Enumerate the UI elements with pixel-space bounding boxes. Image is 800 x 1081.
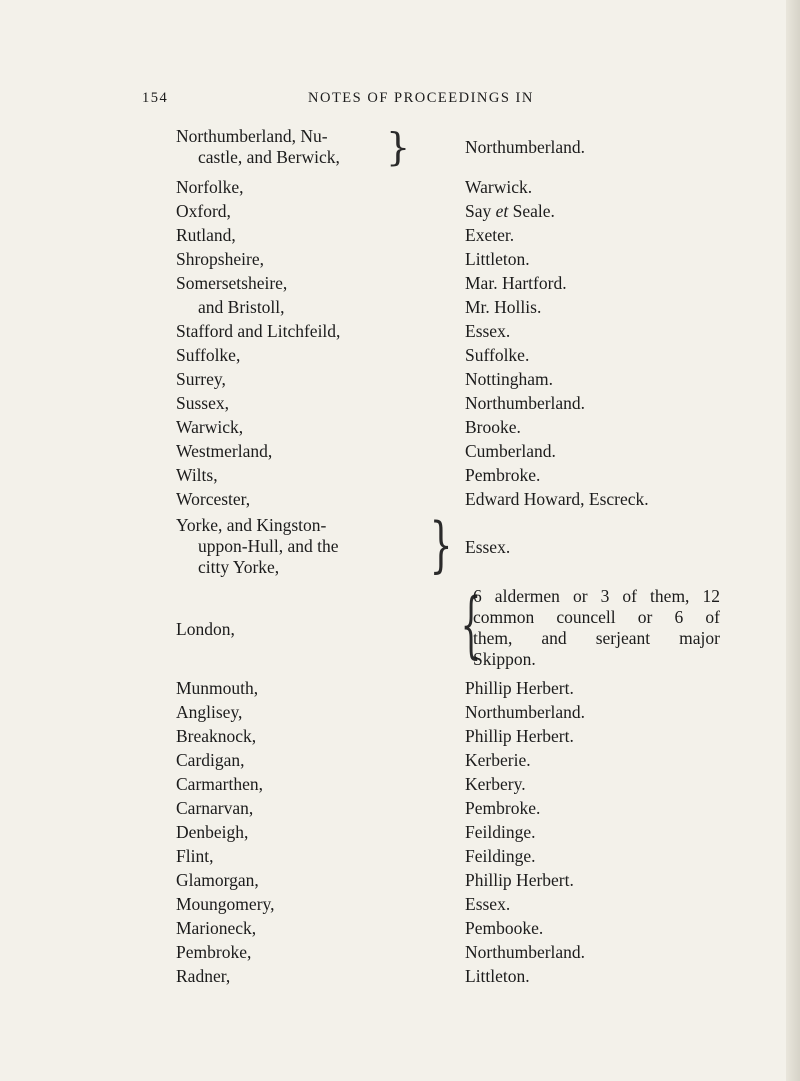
assigned-name: Nottingham. <box>465 369 553 389</box>
assigned-name: Northumberland. <box>465 702 586 722</box>
assigned-name: Cumberland. <box>465 441 556 461</box>
brace-icon: { <box>460 582 482 666</box>
assigned-name: Phillip Herbert. <box>465 726 574 746</box>
entry-row <box>0 393 800 417</box>
assigned-name: Northumberland. <box>465 393 586 413</box>
assigned-name: Northumberland. <box>465 137 586 157</box>
entry-row <box>0 870 800 894</box>
entry-row <box>0 726 800 750</box>
county-name: Suffolke, <box>176 345 241 365</box>
entry-row <box>0 297 800 321</box>
assigned-name: Say et Seale. <box>465 201 555 221</box>
assigned-name: Northumberland. <box>465 942 586 962</box>
entry-row <box>0 942 800 966</box>
county-name: Munmouth, <box>176 678 259 698</box>
county-name: Shropsheire, <box>176 249 264 269</box>
assigned-name: 6 aldermen or 3 of them, 12 common councell or 6 of them, and serjeant major Skippon. <box>473 586 720 669</box>
county-name: Northumberland, Nu- castle, and Berwick, <box>176 126 340 167</box>
assigned-name: Kerberie. <box>465 750 531 770</box>
entry-row <box>0 678 800 702</box>
entry-yorke <box>0 510 800 584</box>
entry-row <box>0 798 800 822</box>
county-name: Moungomery, <box>176 894 275 914</box>
county-name: Carmarthen, <box>176 774 263 794</box>
entry-row <box>0 774 800 798</box>
county-name: Stafford and Litchfeild, <box>176 321 341 341</box>
county-name: Flint, <box>176 846 214 866</box>
county-name: Warwick, <box>176 417 244 437</box>
entry-row <box>0 441 800 465</box>
assigned-name: Phillip Herbert. <box>465 870 574 890</box>
entry-london <box>0 582 800 674</box>
assigned-name: Mar. Hartford. <box>465 273 567 293</box>
entry-row <box>0 846 800 870</box>
county-name: Norfolke, <box>176 177 244 197</box>
entry-row <box>0 894 800 918</box>
entry-row <box>0 345 800 369</box>
county-name: Surrey, <box>176 369 226 389</box>
assigned-name: Mr. Hollis. <box>465 297 542 317</box>
county-name: Westmerland, <box>176 441 273 461</box>
county-name: Anglisey, <box>176 702 243 722</box>
entry-row <box>0 225 800 249</box>
county-name: Oxford, <box>176 201 231 221</box>
county-name: Marioneck, <box>176 918 257 938</box>
assigned-name: Pembroke. <box>465 465 541 485</box>
assigned-name: Pembooke. <box>465 918 544 938</box>
entry-row <box>0 750 800 774</box>
page-header <box>0 88 800 112</box>
entry-row <box>0 369 800 393</box>
assigned-name: Kerbery. <box>465 774 526 794</box>
county-name: Somersetsheire, <box>176 273 288 293</box>
brace-icon: } <box>429 510 453 580</box>
entry-row <box>0 201 800 225</box>
county-name: Cardigan, <box>176 750 245 770</box>
entry-row <box>0 417 800 441</box>
county-name: Pembroke, <box>176 942 252 962</box>
assigned-name: Essex. <box>465 321 511 341</box>
entry-row <box>0 321 800 345</box>
entry-row <box>0 702 800 726</box>
county-assignment-list <box>0 126 800 990</box>
county-name: London, <box>176 619 235 639</box>
assigned-name: Edward Howard, Escreck. <box>465 489 649 509</box>
entry-row <box>0 177 800 201</box>
assigned-name: Pembroke. <box>465 798 541 818</box>
assigned-name: Feildinge. <box>465 846 536 866</box>
county-name: Wilts, <box>176 465 218 485</box>
running-head: NOTES OF PROCEEDINGS IN <box>308 90 534 106</box>
county-name: Rutland, <box>176 225 236 245</box>
assigned-name: Warwick. <box>465 177 533 197</box>
county-name: Yorke, and Kingston- uppon-Hull, and the citty Yorke, <box>176 515 339 577</box>
county-name: Denbeigh, <box>176 822 249 842</box>
county-name: Sussex, <box>176 393 229 413</box>
assigned-name: Exeter. <box>465 225 515 245</box>
county-name: Radner, <box>176 966 231 986</box>
entry-northumberland <box>0 126 800 169</box>
county-name: and Bristoll, <box>198 297 285 317</box>
assigned-name: Feildinge. <box>465 822 536 842</box>
county-name: Glamorgan, <box>176 870 259 890</box>
entry-row <box>0 249 800 273</box>
assigned-name: Brooke. <box>465 417 521 437</box>
assigned-name: Essex. <box>465 894 511 914</box>
entry-row <box>0 273 800 297</box>
entry-row <box>0 966 800 990</box>
assigned-name: Suffolke. <box>465 345 530 365</box>
assigned-name: Littleton. <box>465 966 530 986</box>
assigned-name: Essex. <box>465 537 511 557</box>
county-name: Worcester, <box>176 489 251 509</box>
county-name: Carnarvan, <box>176 798 254 818</box>
entry-row <box>0 489 800 513</box>
entry-row <box>0 822 800 846</box>
county-name: Breaknock, <box>176 726 257 746</box>
assigned-name: Littleton. <box>465 249 530 269</box>
entry-row <box>0 465 800 489</box>
page-number: 154 <box>142 90 169 106</box>
brace-icon: } <box>386 125 411 169</box>
entry-row <box>0 918 800 942</box>
assigned-name: Phillip Herbert. <box>465 678 574 698</box>
